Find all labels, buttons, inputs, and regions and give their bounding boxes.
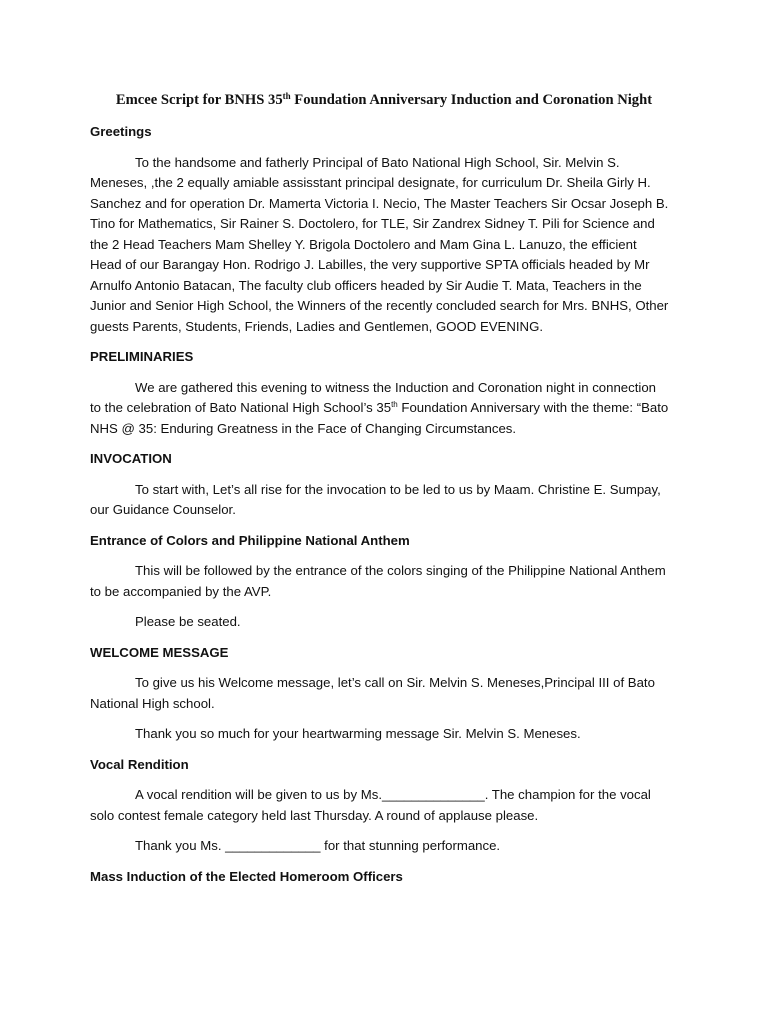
preliminaries-superscript: th	[391, 400, 398, 409]
paragraph-welcome: To give us his Welcome message, let’s call on Sir. Melvin S. Meneses,Principal III of Bato National High school.	[90, 675, 655, 711]
paragraph-preliminaries	[90, 378, 670, 440]
paragraph-welcome-thanks: Thank you so much for your heartwarming message Sir. Melvin S. Meneses.	[135, 726, 581, 741]
paragraph-vocal: A vocal rendition will be given to us by Ms.______________. The champion for the vocal solo contest female category held last Thursday. A round of applause please.	[90, 787, 651, 823]
title-text: Emcee Script for BNHS 35	[115, 92, 283, 108]
document-body	[90, 122, 670, 897]
paragraph-greetings: To the handsome and fatherly Principal of Bato National High School, Sir. Melvin S. Meneses, ,the 2 equally amiable assisstant principal designate, for curriculum Dr. Sheila Girly H. Sanchez and for operation Dr. Mamerta Victoria I. Necio, The Master Teachers Sir Ocsar Joseph B. Tino for Mathematics, Sir Rainer S. Doctolero, for TLE, Sir Zandrex Sidney T. Pili for Science and the 2 Head Teachers Mam Shelley Y. Brigola Doctolero and Mam Gina L. Lanuzo, the efficient Head of our Barangay Hon. Rodrigo J. Labilles, the very supportive SPTA officials headed by Mr Arnulfo Antonio Batacan, The faculty club officers headed by Sir Audie T. Mata, Teachers in the Junior and Senior High School, the Winners of the recently concluded search for Mrs. BNHS, Other guests Parents, Students, Friends, Ladies and Gentlemen, GOOD EVENING.	[90, 154, 669, 334]
section-heading-vocal: Vocal Rendition	[90, 756, 189, 772]
preliminaries-text-rest: Foundation Anniversary with the theme: “Bato NHS @ 35: Enduring Greatness in the Face of Changing Circumstances.	[90, 400, 669, 436]
section-heading-mass-induction: Mass Induction of the Elected Homeroom Officers	[90, 868, 403, 884]
preliminaries-text: We are gathered this evening to witness the Induction and Coronation night in connection to the celebration of Bato National High School’s 35	[90, 379, 657, 415]
paragraph-colors-anthem: This will be followed by the entrance of the colors singing of the Philippine National Anthem to be accompanied by the AVP.	[90, 563, 666, 599]
paragraph-please-be-seated: Please be seated.	[135, 614, 241, 629]
section-heading-welcome: WELCOME MESSAGE	[90, 644, 229, 660]
paragraph-vocal-thanks: Thank you Ms. _____________ for that stunning performance.	[135, 838, 501, 853]
section-heading-colors-anthem: Entrance of Colors and Philippine National Anthem	[90, 532, 410, 548]
title-superscript: th	[282, 91, 291, 101]
section-heading-preliminaries: PRELIMINARIES	[90, 349, 194, 364]
document-title	[0, 92, 768, 109]
section-heading-invocation: INVOCATION	[90, 451, 172, 466]
title-text-rest: Foundation Anniversary Induction and Coronation Night	[290, 92, 653, 108]
paragraph-invocation: To start with, Let’s all rise for the invocation to be led to us by Maam. Christine E. Sumpay, our Guidance Counselor.	[90, 481, 661, 517]
section-heading-greetings: Greetings	[90, 124, 152, 139]
